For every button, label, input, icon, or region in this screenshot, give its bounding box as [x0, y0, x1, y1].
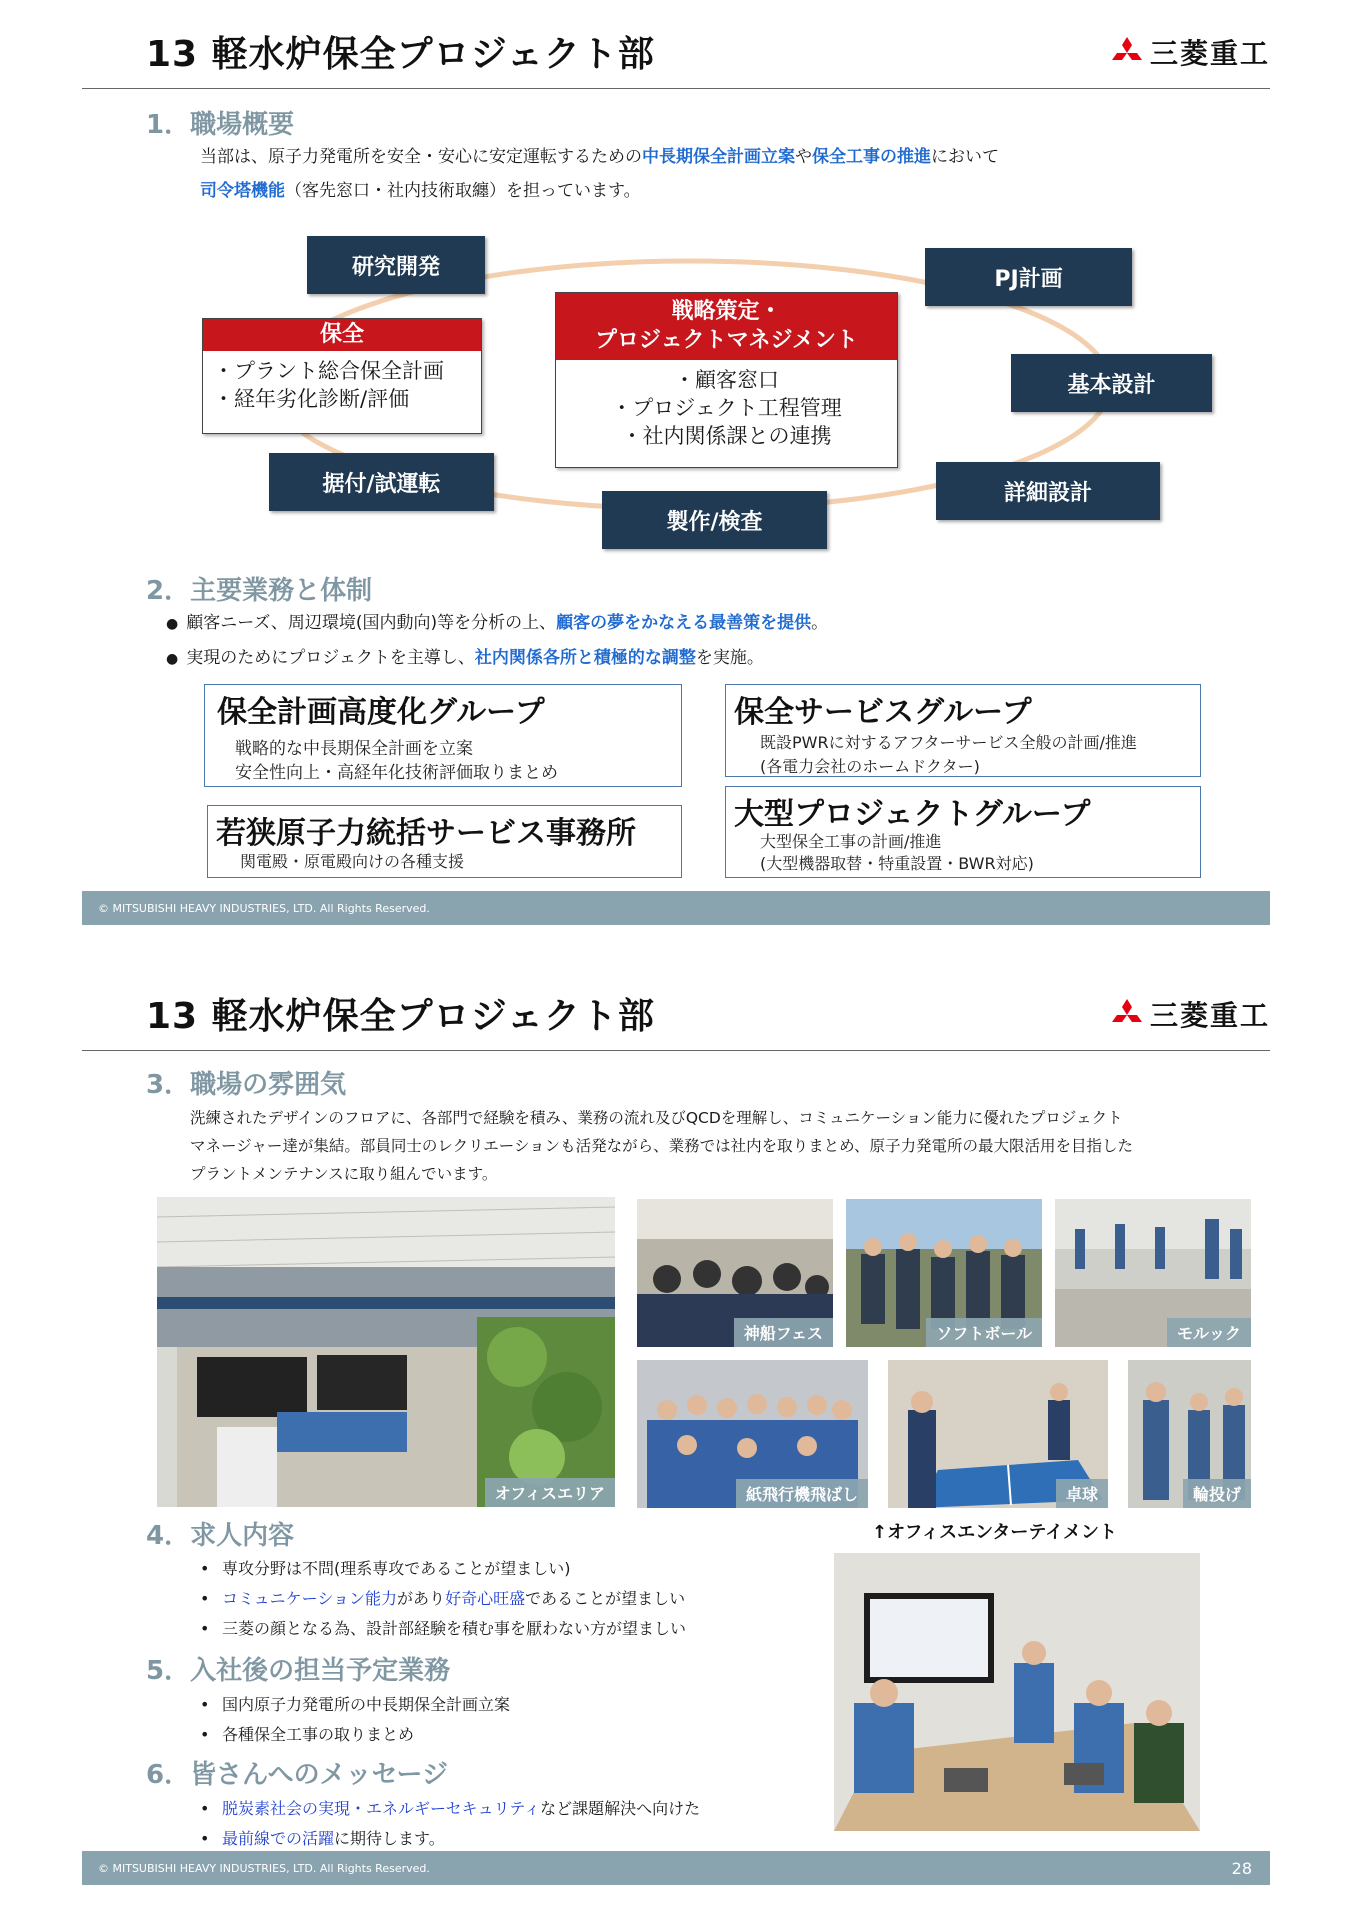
logo-text: 三菱重工: [1150, 999, 1271, 1032]
molkky-photo: [1055, 1199, 1251, 1347]
maintenance-item: ・プラント総合保全計画: [213, 359, 444, 383]
highlight-communication: コミュニケーション能力: [222, 1589, 398, 1608]
copyright-text: © MITSUBISHI HEAVY INDUSTRIES, LTD. All Rights Reserved.: [98, 902, 430, 915]
section3-text: [190, 1104, 1133, 1188]
page1-header-rule: [82, 88, 1270, 89]
center-item: ・顧客窓口: [674, 368, 779, 392]
center-box: [555, 292, 898, 468]
highlight-command: 司令塔機能: [200, 181, 285, 201]
text-span: 。: [811, 613, 829, 633]
node-pj-plan: PJ計画: [925, 248, 1132, 306]
group-title: 保全サービスグループ: [734, 695, 1032, 730]
center-head: [556, 293, 897, 360]
meeting-photo: [834, 1553, 1200, 1831]
group-desc: 安全性向上・高経年化技術評価取りまとめ: [235, 763, 558, 783]
page2-title: 13 軽水炉保全プロジェクト部: [146, 996, 655, 1037]
bullet-icon: ●: [166, 651, 179, 667]
group-title: 大型プロジェクトグループ: [734, 797, 1091, 832]
section4-heading: 4．求人内容: [146, 1521, 295, 1551]
highlight-decarbon: 脱炭素社会の実現・エネルギーセキュリティ: [222, 1799, 541, 1818]
text-span: において: [931, 147, 999, 167]
section2-heading: 2．主要業務と体制: [146, 576, 373, 606]
group-box: [725, 786, 1201, 878]
group-desc: (各電力会社のホームドクター): [760, 757, 980, 776]
highlight-curiosity: 好奇心旺盛: [445, 1589, 526, 1608]
section5-heading: 5．入社後の担当予定業務: [146, 1656, 451, 1686]
page2-logo: [1110, 994, 1270, 1034]
maintenance-head: 保全: [203, 319, 481, 351]
group-box: [204, 684, 682, 787]
text-span: 顧客ニーズ、周辺環境(国内動向)等を分析の上、: [186, 613, 557, 633]
section6-list: [196, 1794, 700, 1854]
highlight-plan: 中長期保全計画立案: [642, 147, 795, 167]
group-desc: 既設PWRに対するアフターサービス全般の計画/推進: [760, 733, 1137, 752]
bullet-icon: ●: [166, 616, 179, 632]
center-head-line: プロジェクトマネジメント: [595, 328, 858, 353]
pingpong-photo: [888, 1360, 1108, 1508]
paperplane-photo: [637, 1360, 868, 1508]
text-line: プラントメンテナンスに取り組んでいます。: [190, 1165, 498, 1183]
office-photo: [157, 1197, 615, 1507]
text-span: 当部は、原子力発電所を安全・安心に安定運転するための: [200, 147, 642, 167]
group-desc: 関電殿・原電殿向けの各種支援: [240, 852, 465, 871]
node-research: 研究開発: [307, 236, 485, 294]
page1-logo: [1110, 32, 1270, 72]
highlight-frontline: 最前線での活躍: [222, 1829, 335, 1848]
text-span: や: [795, 147, 812, 167]
logo-text: 三菱重工: [1150, 37, 1271, 70]
photo-label: モルック: [1167, 1318, 1251, 1347]
entertainment-caption: ↑オフィスエンターテイメント: [872, 1522, 1117, 1543]
group-box: [725, 684, 1201, 777]
section3-heading: 3．職場の雰囲気: [146, 1070, 347, 1100]
section6-heading: 6．皆さんへのメッセージ: [146, 1760, 449, 1790]
text-span: 三菱の顔となる為、設計部経験を積む事を厭わない方が望ましい: [222, 1619, 687, 1638]
maintenance-box: [202, 318, 482, 434]
group-box: [207, 805, 682, 878]
text-span: に期待します。: [334, 1829, 445, 1848]
photo-label: 輪投げ: [1183, 1479, 1251, 1508]
highlight-best: 顧客の夢をかなえる最善策を提供: [556, 613, 812, 633]
center-item: ・プロジェクト工程管理: [611, 396, 842, 420]
page-number: 28: [1231, 1859, 1252, 1878]
node-install: 据付/試運転: [269, 453, 494, 511]
softball-photo: [846, 1199, 1042, 1347]
section1-heading: 1．職場概要: [146, 110, 295, 140]
text-span: など課題解決へ向けた: [540, 1799, 701, 1818]
list-item: [196, 1794, 700, 1824]
list-item: [196, 1584, 686, 1614]
mitsubishi-diamonds-icon: [1110, 999, 1144, 1029]
text-span: 国内原子力発電所の中長期保全計画立案: [222, 1695, 511, 1714]
photo-label: オフィスエリア: [485, 1478, 615, 1507]
node-basic-design: 基本設計: [1011, 354, 1212, 412]
group-title: 保全計画高度化グループ: [217, 695, 545, 730]
highlight-coord: 社内関係各所と積極的な調整: [474, 648, 696, 668]
text-span: であることが望ましい: [525, 1589, 686, 1608]
section5-list: [196, 1690, 510, 1750]
group-desc: 戦略的な中長期保全計画を立案: [235, 739, 473, 759]
text-span: があり: [397, 1589, 446, 1608]
node-detail-design: 詳細設計: [936, 462, 1160, 520]
office-scene-icon: [157, 1197, 615, 1507]
mitsubishi-diamonds-icon: [1110, 37, 1144, 67]
text-line: マネージャー達が集結。部員同士のレクリエーションも活発ながら、業務では社内を取りまとめ、原子力発電所の最大限活用を目指した: [190, 1137, 1134, 1155]
page1-title: 13 軽水炉保全プロジェクト部: [146, 34, 655, 75]
section2-bullets: [166, 606, 828, 676]
group-desc: (大型機器取替・特重設置・BWR対応): [760, 854, 1034, 873]
group-title: 若狭原子力統括サービス事務所: [216, 816, 636, 851]
festival-photo: [637, 1199, 833, 1347]
meeting-scene-icon: [834, 1553, 1200, 1831]
photo-label: 卓球: [1056, 1479, 1108, 1508]
text-span: 各種保全工事の取りまとめ: [222, 1725, 415, 1744]
list-item: [196, 1690, 510, 1720]
list-item: [196, 1554, 686, 1584]
center-item: ・社内関係課との連携: [621, 424, 832, 448]
list-item-continued: [196, 1824, 700, 1854]
list-item: [196, 1614, 686, 1644]
page2-header-rule: [82, 1050, 1270, 1051]
text-span: 専攻分野は不問(理系専攻であることが望ましい): [222, 1559, 571, 1578]
list-item: [196, 1720, 510, 1750]
page1-footer: [82, 891, 1270, 925]
photo-label: ソフトボール: [926, 1318, 1042, 1347]
node-manufacture: 製作/検査: [602, 491, 827, 549]
maintenance-item: ・経年劣化診断/評価: [213, 387, 410, 411]
text-span: （客先窓口・社内技術取纏）を担っています。: [285, 181, 641, 201]
highlight-works: 保全工事の推進: [812, 147, 931, 167]
center-head-line: 戦略策定・: [671, 299, 782, 324]
photo-label: 紙飛行機飛ばし: [736, 1479, 868, 1508]
ringtoss-photo: [1128, 1360, 1251, 1508]
text-line: 洗練されたデザインのフロアに、各部門で経験を積み、業務の流れ及びQCDを理解し、コミュニケーション能力に優れたプロジェクト: [190, 1109, 1123, 1127]
section1-text: [200, 140, 999, 208]
copyright-text: © MITSUBISHI HEAVY INDUSTRIES, LTD. All Rights Reserved.: [98, 1862, 430, 1875]
group-desc: 大型保全工事の計画/推進: [760, 832, 942, 851]
photo-label: 神船フェス: [734, 1318, 833, 1347]
text-span: を実施。: [695, 648, 764, 668]
section4-list: [196, 1554, 686, 1644]
page2-footer: [82, 1851, 1270, 1885]
text-span: 実現のためにプロジェクトを主導し、: [186, 648, 475, 668]
